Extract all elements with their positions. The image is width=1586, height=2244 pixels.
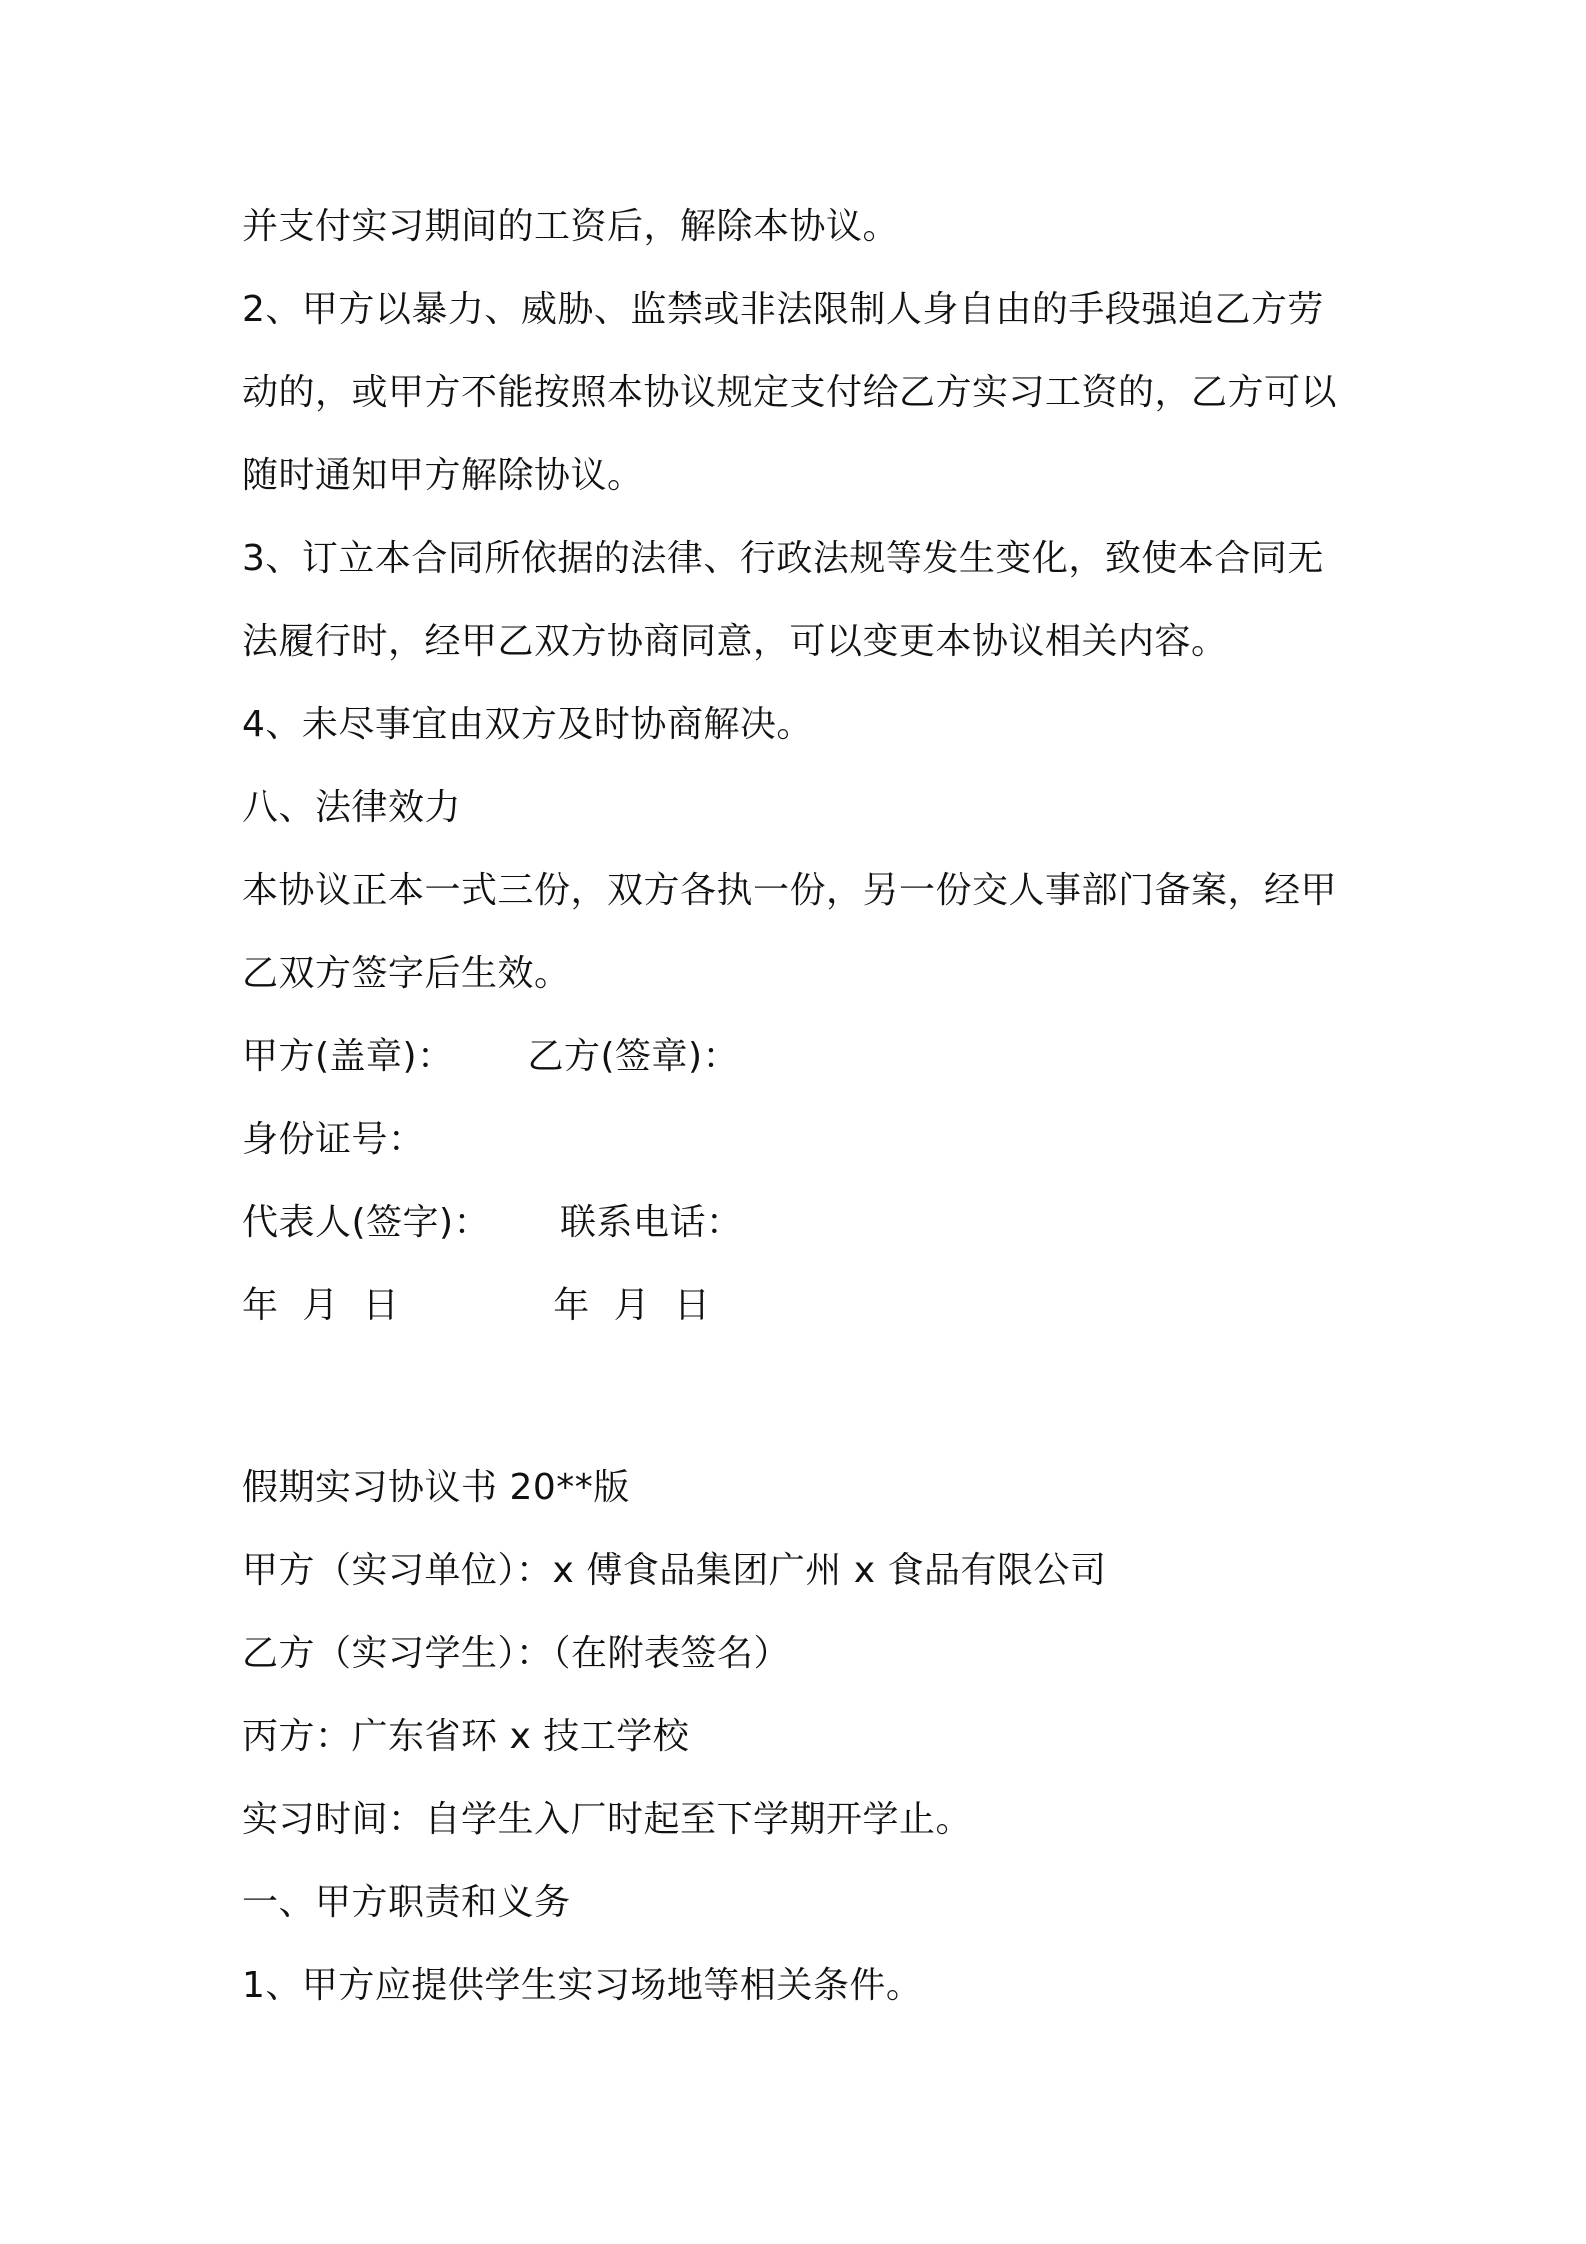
clause-2-line-3: 随时通知甲方解除协议。 — [242, 455, 644, 496]
party-b-sign-label: 乙方(签章)： — [527, 1036, 740, 1077]
phone-label: 联系电话： — [560, 1202, 743, 1243]
clause-2-line-2: 动的，或甲方不能按照本协议规定支付给乙方实习工资的，乙方可以 — [242, 372, 1338, 413]
clause-4: 4、未尽事宜由双方及时协商解决。 — [242, 704, 813, 745]
date-b: 年 月 日 — [553, 1285, 711, 1326]
party-b-line: 乙方（实习学生）：（在附表签名） — [242, 1633, 791, 1674]
clause-2-line-1: 2、甲方以暴力、威胁、监禁或非法限制人身自由的手段强迫乙方劳 — [242, 289, 1324, 330]
signature-row-dates — [242, 1284, 710, 1328]
clause-3-line-1: 3、订立本合同所依据的法律、行政法规等发生变化，致使本合同无 — [242, 538, 1324, 579]
paragraph-line: 并支付实习期间的工资后，解除本协议。 — [242, 206, 900, 247]
party-a-seal-label: 甲方(盖章)： — [242, 1036, 454, 1077]
effect-line-1: 本协议正本一式三份，双方各执一份，另一份交人事部门备案，经甲 — [242, 870, 1338, 911]
signature-row-parties — [242, 1035, 739, 1079]
section-heading-party-a-duties: 一、甲方职责和义务 — [242, 1882, 571, 1923]
section-heading-legal-effect: 八、法律效力 — [242, 787, 462, 828]
internship-period-line: 实习时间：自学生入厂时起至下学期开学止。 — [242, 1799, 973, 1840]
representative-label: 代表人(签字)： — [242, 1202, 491, 1243]
duty-item-1: 1、甲方应提供学生实习场地等相关条件。 — [242, 1965, 923, 2006]
party-a-line: 甲方（实习单位）：x 傅食品集团广州 x 食品有限公司 — [242, 1550, 1107, 1591]
document-title: 假期实习协议书 20**版 — [242, 1467, 630, 1508]
party-c-line: 丙方：广东省环 x 技工学校 — [242, 1716, 690, 1757]
id-number-label: 身份证号： — [242, 1119, 425, 1160]
clause-3-line-2: 法履行时，经甲乙双方协商同意，可以变更本协议相关内容。 — [242, 621, 1228, 662]
signature-row-representative — [242, 1201, 743, 1245]
date-a: 年 月 日 — [242, 1285, 400, 1326]
effect-line-2: 乙双方签字后生效。 — [242, 953, 571, 994]
